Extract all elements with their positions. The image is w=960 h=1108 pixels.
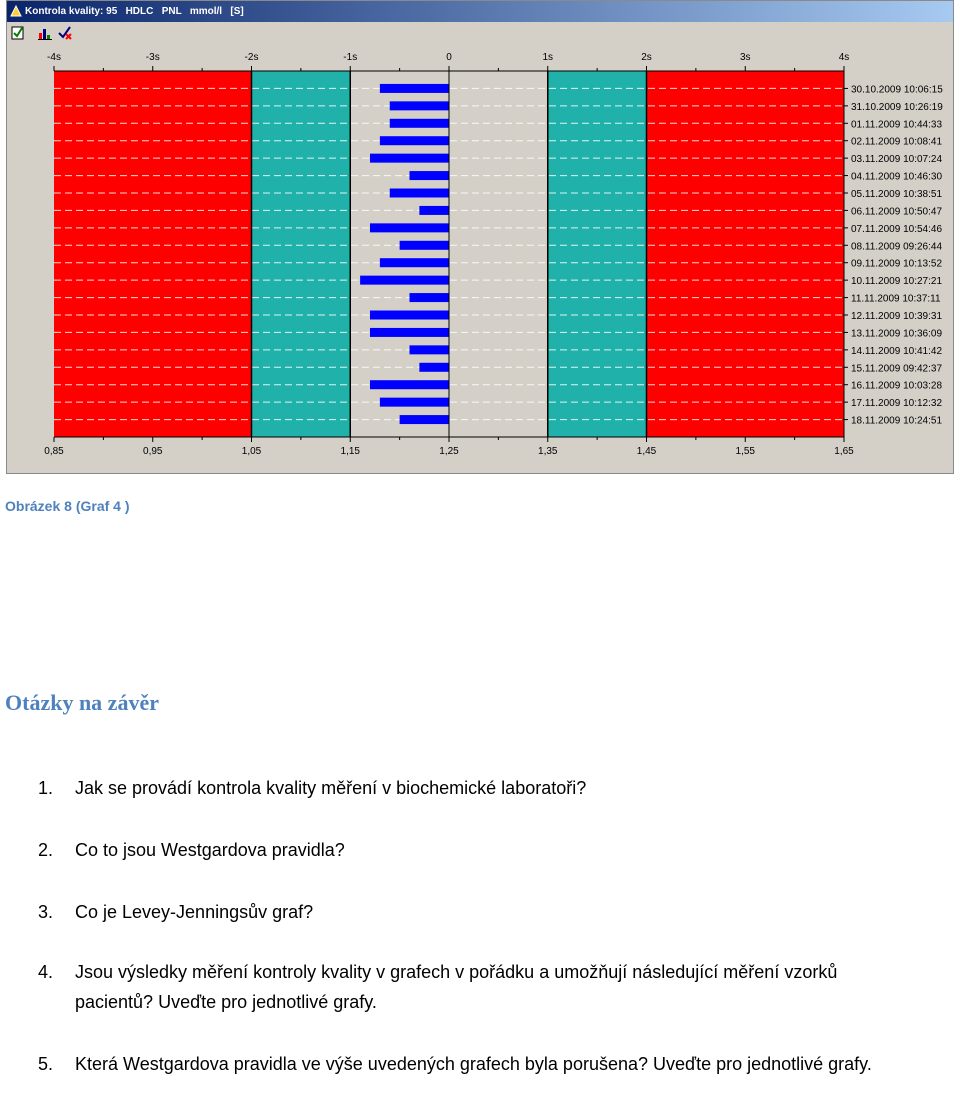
category-label: 10.11.2009 10:27:21 <box>851 276 943 288</box>
qc-bar[interactable] <box>370 223 449 232</box>
qc-bar[interactable] <box>380 84 449 93</box>
category-label: 01.11.2009 10:44:33 <box>851 119 943 131</box>
qc-bar[interactable] <box>390 119 449 128</box>
qc-bar[interactable] <box>410 345 450 354</box>
category-label: 30.10.2009 10:06:15 <box>851 84 943 96</box>
figure-caption: Obrázek 8 (Graf 4 ) <box>5 498 130 514</box>
top-tick-label: -3s <box>145 52 160 63</box>
qc-bar[interactable] <box>400 241 449 250</box>
chart-zone <box>252 71 351 437</box>
qc-bar[interactable] <box>370 328 449 337</box>
category-label: 06.11.2009 10:50:47 <box>851 206 943 218</box>
qc-bar[interactable] <box>370 380 449 389</box>
bar-chart-icon[interactable] <box>37 25 53 41</box>
bottom-tick-label: 1,55 <box>735 446 755 457</box>
qc-bar[interactable] <box>419 363 449 372</box>
window-title: Kontrola kvality: 95 HDLC PNL mmol/l [S] <box>25 6 244 17</box>
qc-bar[interactable] <box>380 136 449 145</box>
top-tick-label: -1s <box>343 52 358 63</box>
qc-bar[interactable] <box>390 101 449 110</box>
qc-bar[interactable] <box>370 154 449 163</box>
category-label: 12.11.2009 10:39:31 <box>851 311 943 322</box>
top-tick-label: 3s <box>739 52 751 63</box>
category-label: 18.11.2009 10:24:51 <box>851 415 943 427</box>
category-label: 11.11.2009 10:37:11 <box>851 293 941 305</box>
qc-bar[interactable] <box>410 293 450 302</box>
category-label: 02.11.2009 10:08:41 <box>851 136 943 148</box>
bottom-tick-label: 1,25 <box>439 446 459 457</box>
window-titlebar[interactable] <box>7 1 953 22</box>
qc-bar[interactable] <box>360 276 449 285</box>
top-tick-label: 0 <box>446 52 452 63</box>
toolbar <box>7 22 953 44</box>
top-tick-label: 2s <box>641 52 652 63</box>
question-number: 3. <box>38 902 54 922</box>
bottom-tick-label: 0,95 <box>143 446 163 457</box>
qc-chart <box>7 44 953 473</box>
category-label: 16.11.2009 10:03:28 <box>851 380 943 392</box>
question-text: Která Westgardova pravidla ve výše uvedených grafech byla porušena? Uveďte pro jednotlivé grafy. <box>75 1054 872 1074</box>
top-tick-label: 4s <box>838 52 850 63</box>
question-text: Jak se provádí kontrola kvality měření v biochemické laboratoři? <box>75 778 587 798</box>
category-label: 04.11.2009 10:46:30 <box>851 171 943 183</box>
question-text: Co je Levey-Jenningsův graf? <box>75 902 314 922</box>
top-tick-label: -2s <box>244 52 259 63</box>
category-label: 07.11.2009 10:54:46 <box>851 223 943 235</box>
bottom-tick-label: 0,85 <box>44 446 64 457</box>
bottom-tick-label: 1,15 <box>340 446 360 457</box>
category-label: 13.11.2009 10:36:09 <box>851 328 943 340</box>
top-tick-label: -4s <box>47 52 61 63</box>
qc-bar[interactable] <box>380 258 449 267</box>
question-number: 4. <box>38 962 54 982</box>
bottom-tick-label: 1,05 <box>241 446 262 457</box>
category-label: 08.11.2009 09:26:44 <box>851 241 943 253</box>
top-tick-label: 1s <box>542 52 554 63</box>
chart-zone <box>548 71 647 437</box>
question-number: 5. <box>38 1054 54 1074</box>
category-label: 09.11.2009 10:13:52 <box>851 258 943 270</box>
bottom-tick-label: 1,45 <box>636 446 657 457</box>
qc-bar[interactable] <box>400 415 449 424</box>
check-report-icon[interactable] <box>10 25 26 41</box>
qc-bar[interactable] <box>390 189 449 198</box>
check-cross-icon[interactable] <box>57 25 73 41</box>
qc-bar[interactable] <box>380 398 449 407</box>
section-heading: Otázky na závěr <box>5 690 159 715</box>
bottom-tick-label: 1,35 <box>538 446 558 457</box>
chart-zone <box>647 71 845 437</box>
question-number: 2. <box>38 840 54 860</box>
category-label: 14.11.2009 10:41:42 <box>851 345 943 357</box>
category-label: 03.11.2009 10:07:24 <box>851 154 943 166</box>
category-label: 31.10.2009 10:26:19 <box>851 101 943 113</box>
category-label: 17.11.2009 10:12:32 <box>851 398 943 410</box>
question-text: Co to jsou Westgardova pravidla? <box>75 840 345 860</box>
category-label: 15.11.2009 09:42:37 <box>851 363 943 375</box>
question-text: Jsou výsledky měření kontroly kvality v grafech v pořádku a umožňují následující měření vzorků pacientů? Uveďte pro jednotlivé grafy. <box>75 962 838 1012</box>
chart-zone <box>54 71 252 437</box>
qc-bar[interactable] <box>419 206 449 215</box>
category-label: 05.11.2009 10:38:51 <box>851 189 943 200</box>
app-icon <box>10 5 22 17</box>
bottom-tick-label: 1,65 <box>834 446 854 457</box>
question-number: 1. <box>38 778 54 798</box>
qc-app-window <box>6 0 954 474</box>
qc-bar[interactable] <box>370 311 449 320</box>
qc-bar[interactable] <box>410 171 450 180</box>
